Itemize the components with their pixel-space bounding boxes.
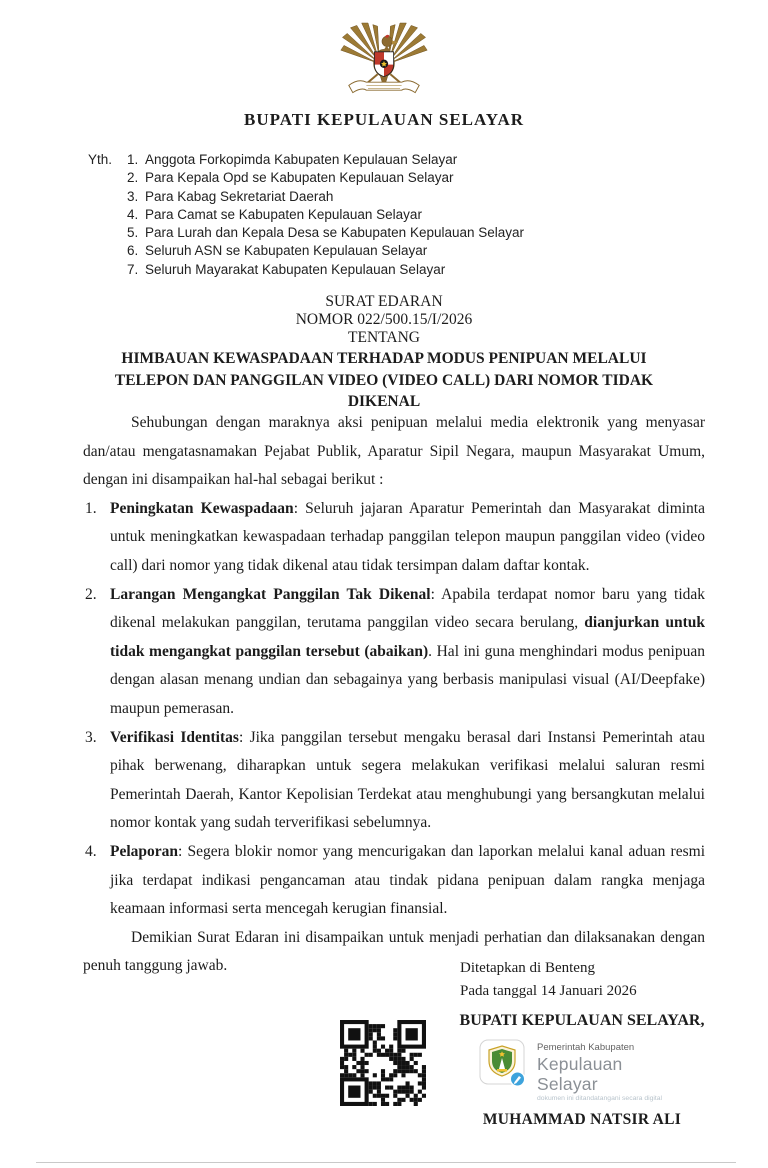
footer-divider <box>36 1162 736 1163</box>
signatory-office: BUPATI KEPULAUAN SELAYAR, <box>459 1012 705 1029</box>
closing-paragraph: Demikian Surat Edaran ini disampaikan untuk menjadi perhatian dan dilaksanakan dengan penuh tanggung jawab. <box>83 928 705 975</box>
enactment-place: Ditetapkan di Benteng <box>460 960 595 976</box>
document-heading <box>0 293 768 413</box>
digital-signature-stamp <box>479 1039 685 1102</box>
recipient-item: 4. Para Camat se Kabupaten Kepulauan Selayar <box>127 206 422 222</box>
recipient-item: 2. Para Kepala Opd se Kabupaten Kepulauan Selayar <box>127 170 454 186</box>
letterhead-title: BUPATI KEPULAUAN SELAYAR <box>244 110 524 129</box>
selayar-regency-crest <box>479 1039 529 1094</box>
recipient-item: 3. Para Kabag Sekretariat Daerah <box>127 188 334 204</box>
numbered-item-2: 2. Larangan Mengangkat Panggilan Tak Dikenal: Apabila terdapat nomor baru yang tidak dikenal melakukan panggilan, terutama panggilan video secara berulang, dianjurkan untuk tidak mengangkat panggilan tersebut (abaikan). Hal ini guna menghindari modus penipuan dengan alasan menang undian dan sebagainya yang berbasis manipulasi visual (AI/Deepfake) maupun pemerasan. <box>85 585 706 717</box>
doc-title: HIMBAUAN KEWASPADAAN TERHADAP MODUS PENIPUAN MELALUI TELEPON DAN PANGGILAN VIDEO (VIDEO CALL) DARI NOMOR TIDAK DIKENAL <box>114 350 654 410</box>
letter-body <box>83 409 705 981</box>
garuda-pancasila-emblem <box>336 20 432 111</box>
recipient-item: 5. Para Lurah dan Kepala Desa se Kabupaten Kepulauan Selayar <box>127 225 525 241</box>
enactment-block <box>460 957 637 1003</box>
doc-kind: SURAT EDARAN <box>325 293 443 310</box>
signature-block <box>448 1012 716 1129</box>
recipient-item: 6. Seluruh ASN se Kabupaten Kepulauan Selayar <box>127 243 428 259</box>
recipient-item: 1. Anggota Forkopimda Kabupaten Kepulauan Selayar <box>127 152 458 167</box>
signatory-name: MUHAMMAD NATSIR ALI <box>482 1111 682 1128</box>
digital-signature-pen-icon <box>510 1072 524 1086</box>
doc-number: NOMOR 022/500.15/I/2026 <box>295 311 473 328</box>
numbered-item-4: 4. Pelaporan: Segera blokir nomor yang mencurigakan dan laporkan melalui kanal aduan resmi jika terdapat indikasi pengancaman atau tindak pidana penipuan dalam rangka menjaga keamaan informasi serta mencegah kerugian finansial. <box>85 842 705 918</box>
qr-code <box>340 1020 426 1106</box>
recipient-item: 7. Seluruh Mayarakat Kabupaten Kepulauan Selayar <box>127 261 446 277</box>
recipient-list <box>88 151 524 279</box>
stamp-org-big: Kepulauan Selayar <box>537 1054 623 1094</box>
enactment-date: Pada tanggal 14 Januari 2026 <box>460 983 637 999</box>
numbered-item-1: 1. Peningkatan Kewaspadaan: Seluruh jajaran Aparatur Pemerintah dan Masyarakat diminta untuk meningkatkan kewaspadaan terhadap panggilan telepon maupun panggilan video (video call) dari nomor yang tidak dikenal atau tidak tersimpan dalam daftar kontak. <box>85 499 705 574</box>
recipient-salutation: Yth. <box>88 152 113 167</box>
numbered-item-3: 3. Verifikasi Identitas: Jika panggilan tersebut mengaku berasal dari Instansi Pemerintah atau pihak berwenang, diharapkan untuk segera melakukan verifikasi melalui saluran resmi Pemerintah Daerah, Kantor Kepolisian Terdekat atau menghubungi yang bersangkutan melalui nomor kontak yang sudah terverifikasi sebelumnya. <box>85 728 706 832</box>
doc-about-label: TENTANG <box>348 329 420 346</box>
stamp-org-small: Pemerintah Kabupaten <box>537 1042 635 1053</box>
stamp-note: dokumen ini ditandatangani secara digital <box>537 1095 663 1102</box>
intro-paragraph: Sehubungan dengan maraknya aksi penipuan melalui media elektronik yang menyasar dan/atau mengatasnamakan Pejabat Publik, Aparatur Sipil Negara, maupun Masyarakat Umum, dengan ini disampaikan hal-hal sebagai berikut : <box>83 414 705 489</box>
